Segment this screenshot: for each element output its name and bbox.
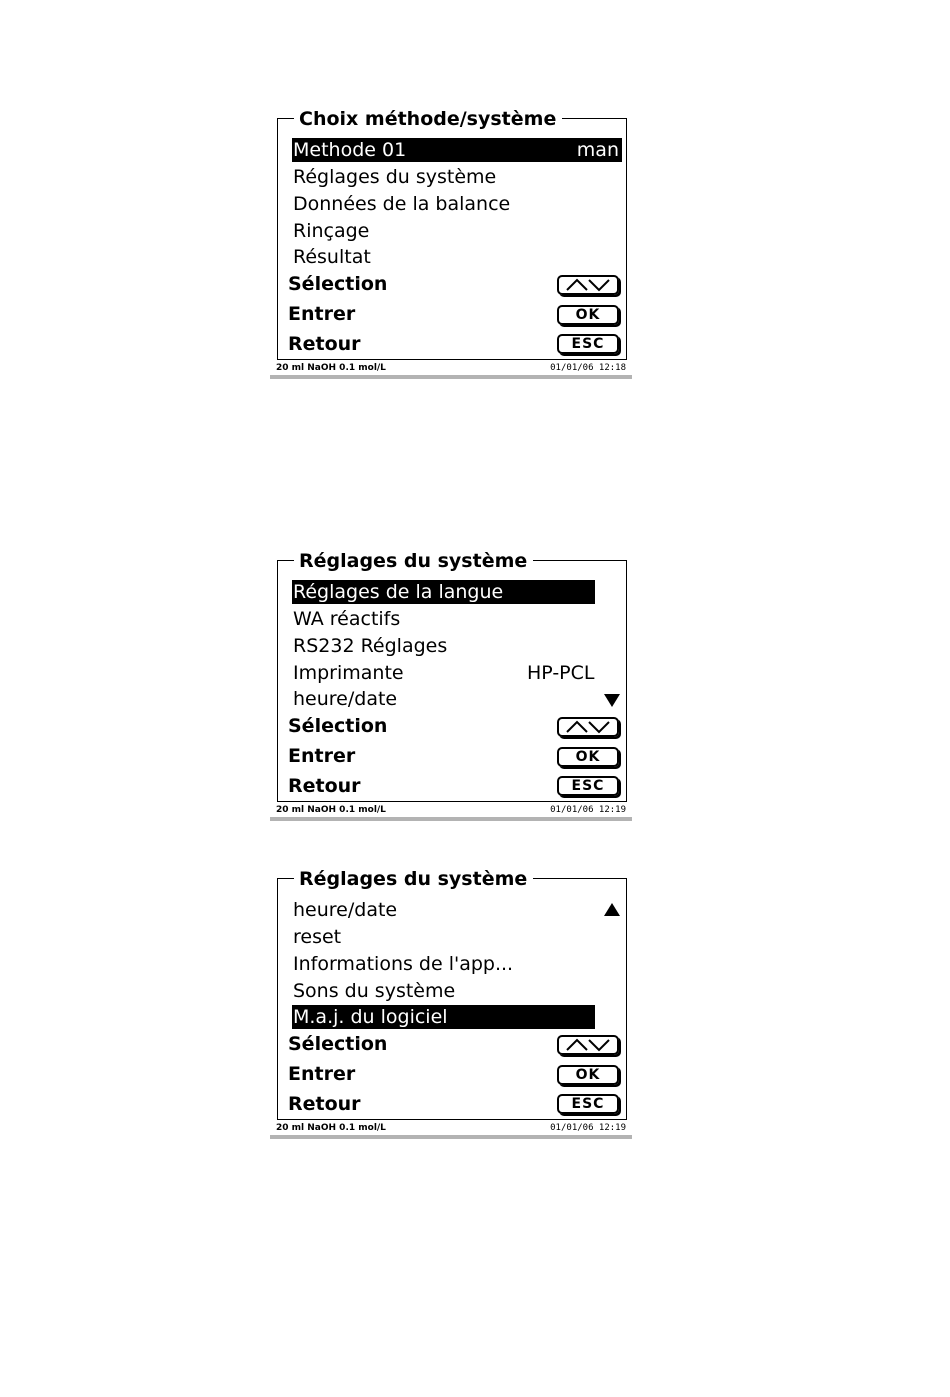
menu-item-label: M.a.j. du logiciel [293,1006,448,1028]
up-triangle-icon [604,903,620,916]
status-divider [270,375,632,379]
up-down-arrows-button[interactable] [557,717,619,737]
status-line [270,1122,632,1136]
screen-method-system-choice [270,108,632,380]
solution-label: 20 ml NaOH 0.1 mol/L [276,805,386,815]
menu-frame [277,108,627,360]
datetime-label: 01/01/06 12:18 [550,363,626,373]
menu-item-label: RS232 Réglages [293,635,448,657]
ok-button[interactable]: OK [557,1065,619,1085]
menu-item-label: Imprimante [293,662,404,684]
menu-item-rincage[interactable] [292,219,369,243]
retour-label: Retour [288,333,361,355]
entrer-label: Entrer [288,303,356,325]
menu-title: Réglages du système [294,867,533,891]
menu-frame [277,868,627,1120]
printer-value: HP-PCL [527,662,595,684]
menu-item-label: Methode 01 [293,139,407,161]
menu-title: Choix méthode/système [294,107,562,131]
menu-item-label: heure/date [293,688,398,710]
menu-frame [277,550,627,802]
menu-item-reglages-systeme[interactable] [292,165,496,189]
esc-button[interactable]: ESC [557,1094,619,1114]
menu-item-maj-logiciel[interactable] [292,1005,595,1029]
menu-item-resultat[interactable] [292,245,371,269]
selection-label: Sélection [288,1033,388,1055]
selection-label: Sélection [288,715,388,737]
solution-label: 20 ml NaOH 0.1 mol/L [276,1123,386,1133]
screen-system-settings-page-1 [270,550,632,822]
retour-label: Retour [288,775,361,797]
status-line [270,362,632,376]
menu-item-value: man [576,139,619,161]
menu-item-donnees-balance[interactable] [292,192,510,216]
up-down-arrows-icon [561,278,615,292]
up-down-arrows-icon [561,1038,615,1052]
selection-label: Sélection [288,273,388,295]
menu-item-wa-reactifs[interactable] [292,607,400,631]
down-triangle-icon [604,694,620,707]
menu-item-heure-date[interactable] [292,898,397,922]
menu-item-rs232-reglages[interactable] [292,634,447,658]
menu-item-methode-01[interactable] [292,138,622,162]
up-down-arrows-icon [561,720,615,734]
status-line [270,804,632,818]
menu-item-label: WA réactifs [293,608,401,630]
retour-label: Retour [288,1093,361,1115]
up-down-arrows-button[interactable] [557,275,619,295]
menu-title: Réglages du système [294,549,533,573]
menu-item-heure-date[interactable] [292,687,397,711]
ok-button[interactable]: OK [557,747,619,767]
menu-item-label: reset [293,926,342,948]
datetime-label: 01/01/06 12:19 [550,1123,626,1133]
solution-label: 20 ml NaOH 0.1 mol/L [276,363,386,373]
menu-item-imprimante[interactable] [292,661,404,685]
esc-button[interactable]: ESC [557,334,619,354]
menu-item-label: Données de la balance [293,193,511,215]
menu-item-label: Réglages du système [293,166,497,188]
esc-button[interactable]: ESC [557,776,619,796]
menu-item-sons-systeme[interactable] [292,979,455,1003]
datetime-label: 01/01/06 12:19 [550,805,626,815]
menu-item-label: Informations de l'app... [293,953,514,975]
menu-item-informations-app[interactable] [292,952,513,976]
entrer-label: Entrer [288,1063,356,1085]
menu-item-label: heure/date [293,899,398,921]
entrer-label: Entrer [288,745,356,767]
status-divider [270,1135,632,1139]
menu-item-label: Réglages de la langue [293,581,504,603]
screen-system-settings-page-2 [270,868,632,1140]
menu-item-label: Résultat [293,246,371,268]
menu-item-reset[interactable] [292,925,341,949]
menu-item-label: Sons du système [293,980,456,1002]
up-down-arrows-button[interactable] [557,1035,619,1055]
status-divider [270,817,632,821]
ok-button[interactable]: OK [557,305,619,325]
menu-item-label: Rinçage [293,220,370,242]
menu-item-reglages-langue[interactable] [292,580,595,604]
